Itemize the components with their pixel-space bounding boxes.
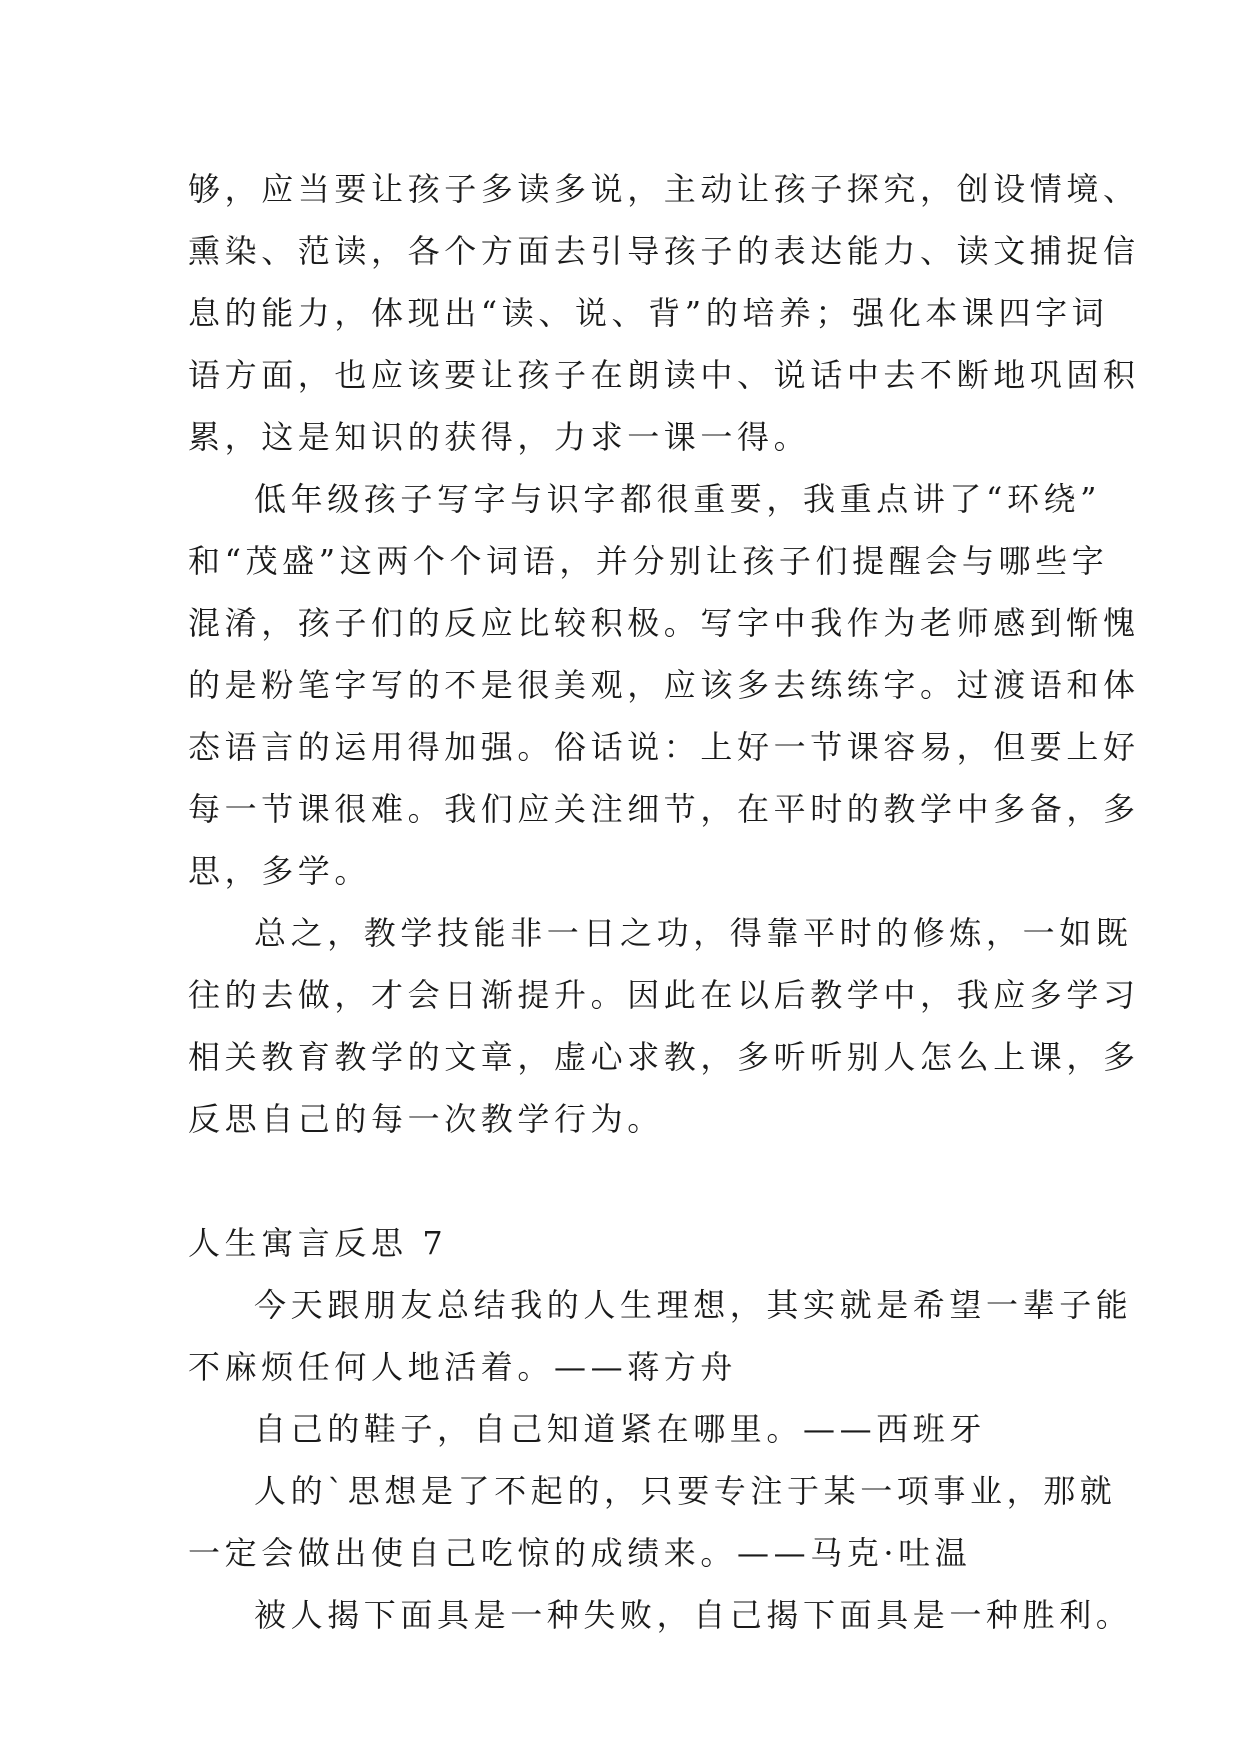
text-line: 息的能力，体现出“读、说、背”的培养；强化本课四字词 — [188, 294, 1109, 332]
text-line: 和“茂盛”这两个个词语，并分别让孩子们提醒会与哪些字 — [188, 542, 1109, 580]
text-line: 低年级孩子写字与识字都很重要，我重点讲了“环绕” — [254, 480, 1102, 518]
document-body — [188, 158, 1140, 1646]
paragraph-3 — [188, 902, 1140, 1150]
text-line: 总之，教学技能非一日之功，得靠平时的修炼，一如既 — [254, 914, 1133, 952]
text-line: 态语言的运用得加强。俗话说：上好一节课容易，但要上好 — [188, 728, 1140, 766]
text-line: 往的去做，才会日渐提升。因此在以后教学中，我应多学习 — [188, 976, 1140, 1014]
paragraph-6 — [188, 1460, 1117, 1584]
blank-line — [188, 1150, 1068, 1212]
text-line: 相关教育教学的文章，虚心求教，多听听别人怎么上课，多 — [188, 1038, 1140, 1076]
paragraph-2 — [188, 468, 1140, 902]
paragraph-1 — [188, 158, 1140, 468]
text-line: 一定会做出使自己吃惊的成绩来。——马克·吐温 — [188, 1534, 972, 1572]
text-line: 够，应当要让孩子多读多说，主动让孩子探究，创设情境、 — [188, 170, 1140, 208]
section-title: 人生寓言反思 7 — [188, 1224, 448, 1262]
paragraph-5 — [188, 1398, 1068, 1460]
text-line: 熏染、范读，各个方面去引导孩子的表达能力、读文捕捉信 — [188, 232, 1140, 270]
text-line: 人的`思想是了不起的，只要专注于某一项事业，那就 — [254, 1472, 1117, 1510]
text-line: 思，多学。 — [188, 852, 372, 890]
text-line: 的是粉笔字写的不是很美观，应该多去练练字。过渡语和体 — [188, 666, 1140, 704]
text-line: 反思自己的每一次教学行为。 — [188, 1100, 664, 1138]
text-line: 不麻烦任何人地活着。——蒋方舟 — [188, 1348, 738, 1386]
text-line: 每一节课很难。我们应关注细节，在平时的教学中多备，多 — [188, 790, 1140, 828]
text-line: 累，这是知识的获得，力求一课一得。 — [188, 418, 811, 456]
paragraph-4 — [188, 1274, 1133, 1398]
paragraph-7 — [188, 1584, 1133, 1646]
text-line: 混淆，孩子们的反应比较积极。写字中我作为老师感到惭愧 — [188, 604, 1140, 642]
text-line: 语方面，也应该要让孩子在朗读中、说话中去不断地巩固积 — [188, 356, 1140, 394]
text-line: 自己的鞋子，自己知道紧在哪里。——西班牙 — [254, 1410, 987, 1448]
text-line: 被人揭下面具是一种失败，自己揭下面具是一种胜利。 — [254, 1596, 1133, 1634]
text-line: 今天跟朋友总结我的人生理想，其实就是希望一辈子能 — [254, 1286, 1133, 1324]
